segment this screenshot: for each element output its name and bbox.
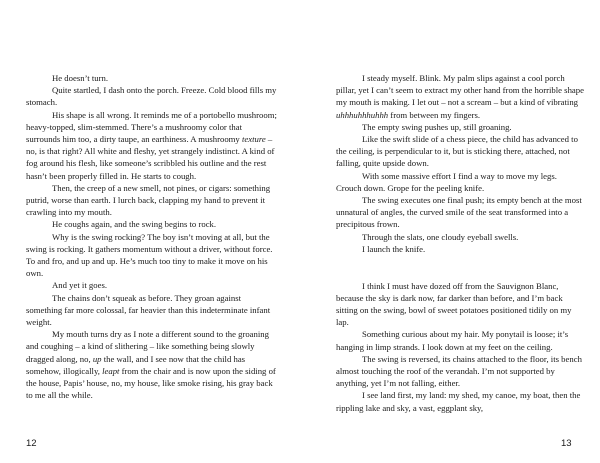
paragraph — [26, 328, 278, 401]
section-break — [336, 255, 584, 280]
text-run: – no, is that right? All white and fleshy, yet strangely indistinct. A kind of fog around his flesh, like someone’s scribbled his outline and the rest hasn’t been properly filled in. He starts to cough. — [26, 134, 275, 181]
right-page-body — [336, 72, 584, 414]
paragraph: I think I must have dozed off from the Sauvignon Blanc, because the sky is dark now, far darker than before, and I’m back sitting on the swing, bowl of sweet potatoes positioned tidily on my lap. — [336, 280, 572, 328]
paragraph: Like the swift slide of a chess piece, the child has advanced to the ceiling, is perpendicular to it, but is sticking there, attached, not falling, quite upside down. — [336, 134, 578, 169]
paragraph: The chains don’t squeak as before. They groan against something far more colossal, far heavier than this indeterminate infant weight. — [26, 292, 271, 328]
text-run: from between my fingers. — [388, 109, 481, 120]
paragraph: Then, the creep of a new smell, not pines, or cigars: something putrid, worse than earth. I lurch back, clapping my hand to prevent it crawling into my mouth. — [26, 182, 271, 218]
paragraph: Something curious about my hair. My ponytail is loose; it’s hanging in limp strands. I look down at my feet on the ceiling. — [336, 329, 569, 352]
italic-word: texture — [241, 134, 266, 145]
paragraph: And yet it goes. — [52, 280, 108, 291]
paragraph: I see land first, my land: my shed, my canoe, my boat, then the rippling lake and sky, a vast, eggplant sky, — [336, 390, 581, 413]
text-run: His shape is all wrong. It reminds me of a portobello mushroom; heavy-topped, slim-stemmed. There’s a mushroomy color that surrounds him too, a dirty taupe, an earthiness. A mushroomy — [26, 109, 277, 145]
text-run: from the chair and is now upon the siding of the house, Papis’ house, no, my house, like smoke rising, his gray back to me all the while. — [26, 365, 276, 401]
italic-word: up — [92, 353, 102, 364]
italic-word: leapt — [102, 365, 120, 376]
text-run: the wall, and I see now that the child has somehow, illogically, — [26, 353, 246, 376]
page-number: 12 — [26, 438, 37, 449]
paragraph — [26, 109, 278, 182]
paragraph: He doesn’t turn. — [52, 73, 109, 83]
paragraph: I launch the knife. — [362, 243, 426, 254]
paragraph: Quite startled, I dash onto the porch. Freeze. Cold blood fills my stomach. — [26, 85, 277, 108]
paragraph: The empty swing pushes up, still groaning. — [362, 121, 512, 132]
paragraph — [336, 72, 584, 121]
paragraph: The swing is reversed, its chains attached to the floor, its bench almost touching the roof of the verandah. I’m not supported by anything, yet I’m not falling, either. — [336, 353, 582, 389]
paragraph: He coughs again, and the swing begins to rock. — [52, 219, 217, 230]
text-run: I steady myself. Blink. My palm slips against a cool porch pillar, yet I can’t seem to extract my other hand from the horrible shape my mouth is making. I let out – not a scream – but a kind of vibrating — [336, 73, 584, 108]
paragraph: Through the slats, one cloudy eyeball swells. — [362, 231, 519, 242]
left-page-body — [26, 72, 278, 401]
italic-word: uhhhuhhhuhhh — [336, 109, 389, 120]
paragraph: Why is the swing rocking? The boy isn’t moving at all, but the swing is rocking. It gathers momentum without a driver, without force. To and fro, and up and up. He’s much too tiny to make it move on his own. — [26, 231, 273, 279]
right-page — [300, 0, 600, 463]
page-number: 13 — [561, 438, 572, 449]
paragraph: With some massive effort I find a way to move my legs. Crouch down. Grope for the peeling knife. — [336, 170, 557, 193]
text-run: My mouth turns dry as I note a different sound to the groaning and coughing – a kind of slithering – like something being slowly dragged along, no, — [26, 329, 269, 364]
paragraph: The swing executes one final push; its empty bench at the most unnatural of angles, the curved smile of the seat transformed into a precipitous frown. — [336, 195, 582, 230]
